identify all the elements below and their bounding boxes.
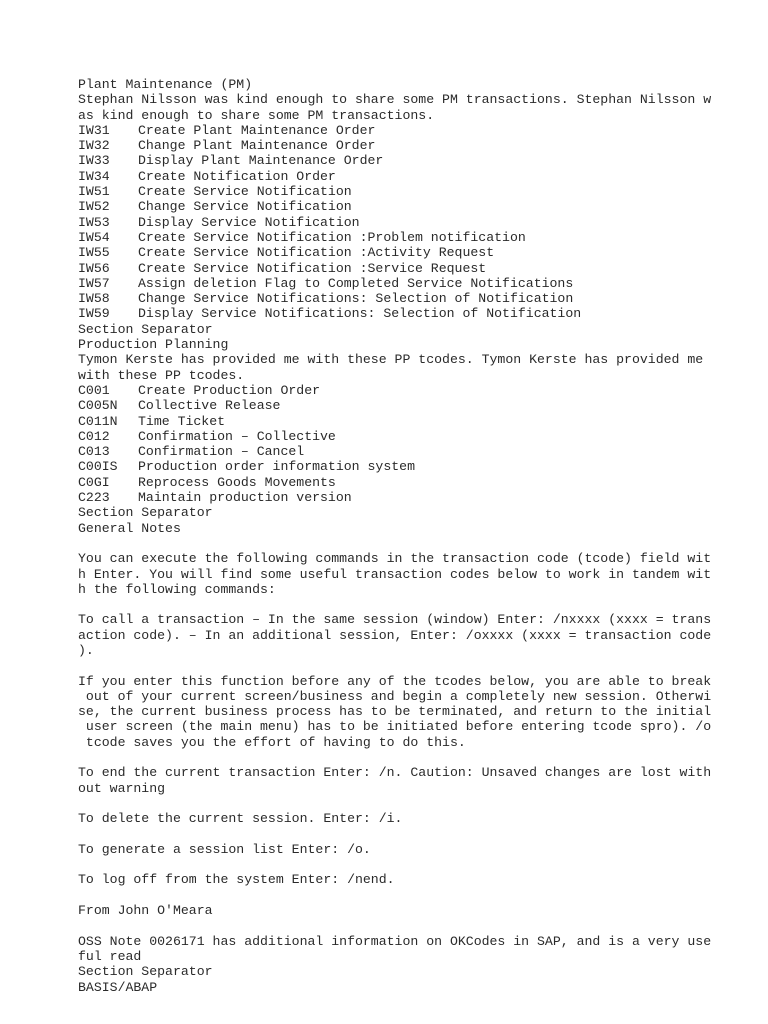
tcode-description: Collective Release bbox=[138, 398, 281, 414]
tcode-description: Reprocess Goods Movements bbox=[138, 474, 336, 490]
tcode: IW33 bbox=[78, 153, 110, 169]
tcode-row bbox=[78, 475, 718, 490]
pp-intro-line: with these PP tcodes. bbox=[78, 367, 245, 383]
tcode-description: Display Plant Maintenance Order bbox=[138, 153, 384, 169]
section-separator: Section Separator bbox=[78, 505, 213, 521]
notes-paragraph-line: se, the current business process has to be terminated, and return to the initial bbox=[78, 704, 712, 720]
tcode-description: Change Plant Maintenance Order bbox=[138, 138, 376, 154]
tcode-description: Create Notification Order bbox=[138, 168, 336, 184]
notes-paragraph-line: user screen (the main menu) has to be initiated before entering tcode spro). /o bbox=[78, 719, 712, 735]
tcode-row bbox=[78, 215, 718, 230]
tcode: IW56 bbox=[78, 260, 110, 276]
paragraph-gap bbox=[78, 658, 718, 673]
tcode-description: Maintain production version bbox=[138, 490, 352, 506]
notes-paragraph-line: OSS Note 0026171 has additional information on OKCodes in SAP, and is a very use bbox=[78, 933, 712, 949]
tcode-row bbox=[78, 169, 718, 184]
tcode: IW58 bbox=[78, 291, 110, 307]
tcode-row bbox=[78, 444, 718, 459]
tcode-row bbox=[78, 245, 718, 260]
tcode-description: Create Service Notification bbox=[138, 184, 352, 200]
tcode-description: Assign deletion Flag to Completed Service Notifications bbox=[138, 275, 574, 291]
section-separator: Section Separator bbox=[78, 321, 213, 337]
paragraph-gap bbox=[78, 918, 718, 933]
tcode-row bbox=[78, 398, 718, 413]
tcode: C00IS bbox=[78, 459, 118, 475]
tcode-row bbox=[78, 184, 718, 199]
notes-paragraph-line: To call a transaction – In the same session (window) Enter: /nxxxx (xxxx = trans bbox=[78, 612, 712, 628]
tcode: C223 bbox=[78, 490, 110, 506]
tcode-description: Production order information system bbox=[138, 459, 415, 475]
paragraph-gap bbox=[78, 827, 718, 842]
section-title-basis: BASIS/ABAP bbox=[78, 979, 158, 995]
tcode: C001 bbox=[78, 382, 110, 398]
tcode-row bbox=[78, 383, 718, 398]
tcode-row bbox=[78, 291, 718, 306]
tcode-description: Create Plant Maintenance Order bbox=[138, 122, 376, 138]
tcode-row bbox=[78, 138, 718, 153]
paragraph-gap bbox=[78, 888, 718, 903]
notes-paragraph-line: h Enter. You will find some useful transaction codes below to work in tandem wit bbox=[78, 566, 712, 582]
tcode-row bbox=[78, 199, 718, 214]
tcode-row bbox=[78, 459, 718, 474]
tcode: C005N bbox=[78, 398, 118, 414]
document-page bbox=[78, 77, 718, 995]
notes-paragraph-line: To log off from the system Enter: /nend. bbox=[78, 872, 395, 888]
notes-paragraph-line: You can execute the following commands in the transaction code (tcode) field wit bbox=[78, 551, 712, 567]
paragraph-gap bbox=[78, 597, 718, 612]
pm-intro-line: as kind enough to share some PM transactions. bbox=[78, 107, 435, 123]
tcode: C012 bbox=[78, 428, 110, 444]
tcode: C011N bbox=[78, 413, 118, 429]
tcode-row bbox=[78, 230, 718, 245]
tcode-description: Create Service Notification :Activity Request bbox=[138, 245, 495, 261]
section-title-pm: Plant Maintenance (PM) bbox=[78, 77, 253, 92]
tcode-row bbox=[78, 490, 718, 505]
tcode-description: Change Service Notification bbox=[138, 199, 352, 215]
pp-intro-line: Tymon Kerste has provided me with these PP tcodes. Tymon Kerste has provided me bbox=[78, 352, 704, 368]
tcode-description: Create Service Notification :Problem notification bbox=[138, 229, 526, 245]
notes-paragraph-line: ). bbox=[78, 642, 94, 658]
tcode-row bbox=[78, 261, 718, 276]
tcode-description: Confirmation – Cancel bbox=[138, 444, 305, 460]
section-separator: Section Separator bbox=[78, 964, 213, 980]
notes-paragraph-line: out of your current screen/business and begin a completely new session. Otherwi bbox=[78, 688, 712, 704]
tcode: IW52 bbox=[78, 199, 110, 215]
notes-paragraph-line: h the following commands: bbox=[78, 581, 276, 597]
tcode-description: Confirmation – Collective bbox=[138, 428, 336, 444]
tcode-row bbox=[78, 306, 718, 321]
tcode: IW55 bbox=[78, 245, 110, 261]
tcode: C013 bbox=[78, 444, 110, 460]
tcode-description: Display Service Notifications: Selection of Notification bbox=[138, 306, 582, 322]
tcode: IW57 bbox=[78, 275, 110, 291]
notes-paragraph-line: action code). – In an additional session, Enter: /oxxxx (xxxx = transaction code bbox=[78, 627, 712, 643]
tcode-row bbox=[78, 153, 718, 168]
notes-paragraph-line: To delete the current session. Enter: /i. bbox=[78, 811, 403, 827]
tcode-description: Time Ticket bbox=[138, 413, 226, 429]
tcode-row bbox=[78, 276, 718, 291]
notes-paragraph-line: To end the current transaction Enter: /n. Caution: Unsaved changes are lost with bbox=[78, 765, 712, 781]
notes-paragraph-line: If you enter this function before any of the tcodes below, you are able to break bbox=[78, 673, 712, 689]
tcode: IW34 bbox=[78, 168, 110, 184]
tcode-description: Create Production Order bbox=[138, 382, 321, 398]
notes-attribution: From John O'Meara bbox=[78, 903, 213, 919]
tcode-row bbox=[78, 414, 718, 429]
tcode: IW32 bbox=[78, 138, 110, 154]
tcode: IW51 bbox=[78, 184, 110, 200]
tcode-description: Create Service Notification :Service Request bbox=[138, 260, 487, 276]
notes-paragraph-line: ful read bbox=[78, 948, 142, 964]
notes-paragraph-line: tcode saves you the effort of having to do this. bbox=[78, 734, 466, 750]
notes-paragraph-line: out warning bbox=[78, 780, 166, 796]
paragraph-gap bbox=[78, 750, 718, 765]
tcode: IW54 bbox=[78, 229, 110, 245]
paragraph-gap bbox=[78, 857, 718, 872]
tcode-description: Display Service Notification bbox=[138, 214, 360, 230]
tcode: C0GI bbox=[78, 474, 110, 490]
paragraph-gap bbox=[78, 796, 718, 811]
tcode-description: Change Service Notifications: Selection of Notification bbox=[138, 291, 574, 307]
tcode-row bbox=[78, 123, 718, 138]
tcode: IW59 bbox=[78, 306, 110, 322]
paragraph-gap bbox=[78, 536, 718, 551]
tcode: IW53 bbox=[78, 214, 110, 230]
section-title-notes: General Notes bbox=[78, 520, 181, 536]
tcode: IW31 bbox=[78, 122, 110, 138]
notes-paragraph-line: To generate a session list Enter: /o. bbox=[78, 841, 371, 857]
section-title-pp: Production Planning bbox=[78, 337, 229, 353]
pm-intro-line: Stephan Nilsson was kind enough to share some PM transactions. Stephan Nilsson w bbox=[78, 92, 712, 108]
tcode-row bbox=[78, 429, 718, 444]
